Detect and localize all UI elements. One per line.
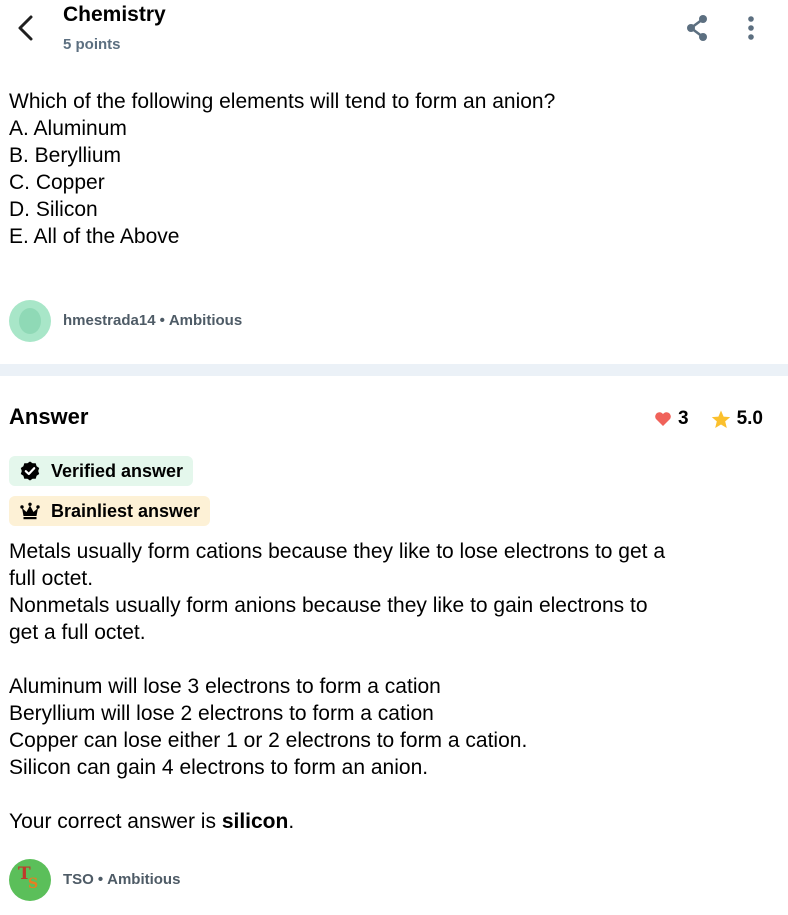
star-icon xyxy=(711,410,731,429)
asker-username[interactable]: hmestrada14 xyxy=(63,312,156,329)
crown-icon xyxy=(20,501,40,521)
verified-badge xyxy=(9,456,193,486)
answerer-details xyxy=(63,871,180,888)
conclusion-answer: silicon xyxy=(221,810,289,833)
answer-line: Nonmetals usually form anions because they like to gain electrons to xyxy=(9,594,648,617)
verified-check-icon xyxy=(20,461,40,481)
answer-line xyxy=(9,781,779,808)
separator-dot: • xyxy=(159,312,165,329)
answer-text xyxy=(9,538,779,835)
answerer-avatar[interactable] xyxy=(9,859,51,901)
asker-info[interactable] xyxy=(9,299,242,342)
question-option: A. Aluminum xyxy=(9,117,127,140)
avatar-letter: S xyxy=(28,875,39,892)
answer-heading: Answer xyxy=(9,404,89,429)
answer-line xyxy=(9,646,779,673)
chevron-left-icon xyxy=(16,14,36,42)
separator-dot: • xyxy=(97,871,104,888)
rating-value: 5.0 xyxy=(736,408,763,429)
question-option: D. Silicon xyxy=(9,198,98,221)
question-option: C. Copper xyxy=(9,171,105,194)
conclusion-suffix: . xyxy=(288,810,295,833)
answer-line: get a full octet. xyxy=(9,621,146,644)
conclusion-prefix: Your correct answer is xyxy=(9,810,222,833)
rating-group xyxy=(711,408,763,430)
default-avatar-icon xyxy=(19,308,41,334)
brainliest-label: Brainliest answer xyxy=(51,500,201,521)
answerer-rank: Ambitious xyxy=(107,871,181,888)
question-text xyxy=(9,88,769,250)
points-label: 5 points xyxy=(63,36,121,53)
answer-line: Beryllium will lose 2 electrons to form a cation xyxy=(9,702,434,725)
answer-line: Aluminum will lose 3 electrons to form a cation xyxy=(9,675,441,698)
brainliest-badge xyxy=(9,496,210,526)
question-option: B. Beryllium xyxy=(9,144,122,167)
asker-avatar[interactable] xyxy=(9,300,51,342)
verified-label: Verified answer xyxy=(51,460,184,481)
answer-line: Metals usually form cations because they like to lose electrons to get a xyxy=(9,540,666,563)
question-option: E. All of the Above xyxy=(9,225,180,248)
question-line: Which of the following elements will tend to form an anion? xyxy=(9,90,556,113)
answer-conclusion xyxy=(9,808,779,835)
answer-stats xyxy=(654,408,763,430)
top-bar xyxy=(0,0,788,70)
avatar-letter: T xyxy=(18,863,31,884)
likes-count: 3 xyxy=(678,408,689,429)
share-icon xyxy=(684,14,710,42)
back-button[interactable] xyxy=(10,12,42,44)
answerer-username[interactable]: TSO xyxy=(63,871,94,888)
share-button[interactable] xyxy=(681,12,713,44)
answer-line: full octet. xyxy=(9,567,94,590)
answerer-info[interactable] xyxy=(9,858,180,901)
more-vertical-icon xyxy=(747,15,755,41)
heart-icon[interactable] xyxy=(654,411,672,427)
answer-line: Silicon can gain 4 electrons to form an anion. xyxy=(9,756,429,779)
answer-line: Copper can lose either 1 or 2 electrons to form a cation. xyxy=(9,729,528,752)
asker-details xyxy=(63,312,242,329)
more-options-button[interactable] xyxy=(736,12,766,44)
asker-rank: Ambitious xyxy=(168,312,243,329)
section-divider xyxy=(0,364,788,376)
subject-title[interactable]: Chemistry xyxy=(63,3,166,26)
